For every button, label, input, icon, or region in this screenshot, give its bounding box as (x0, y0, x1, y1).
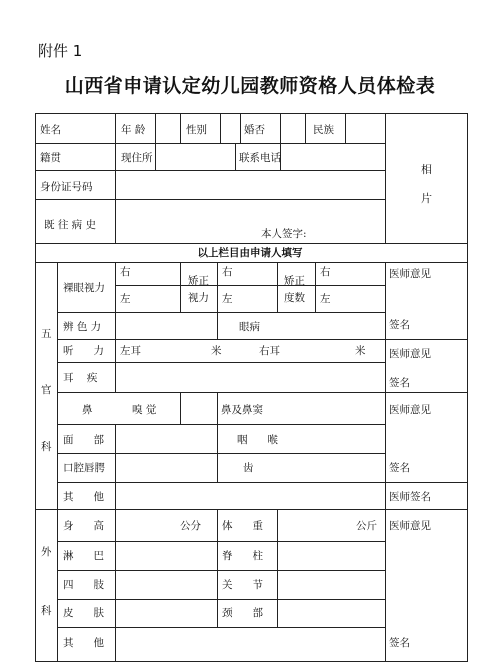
photo-label-1: 相 (421, 163, 432, 176)
form-title: 山西省申请认定幼儿园教师资格人员体检表 (64, 75, 436, 97)
sinus-label: 鼻及鼻窦 (221, 404, 263, 416)
skin-label: 皮 肤 (63, 607, 105, 619)
hearing-label: 听 力 (63, 345, 105, 357)
residence-label: 现住所 (121, 152, 153, 164)
native-place-label: 籍贯 (40, 152, 61, 164)
joints-label: 关 节 (222, 579, 264, 591)
naked-right-label: 右 (120, 266, 131, 278)
signature-label-2: 签名 (389, 377, 410, 389)
lymph-label: 淋 巴 (63, 550, 105, 562)
left-ear-unit: 米 (211, 345, 222, 357)
degree-left-label: 左 (320, 293, 331, 305)
five-senses-side-2: 官 (41, 384, 52, 396)
phone-label: 联系电话 (239, 152, 281, 164)
degree-right-label: 右 (320, 266, 331, 278)
ear-disease-label: 耳 疾 (63, 372, 98, 384)
five-senses-side-1: 五 (41, 328, 52, 340)
limbs-label: 四 肢 (63, 579, 105, 591)
name-label: 姓名 (40, 124, 61, 136)
height-label: 身 高 (63, 520, 105, 532)
eye-disease-label: 眼病 (239, 321, 260, 333)
right-ear-unit: 米 (355, 345, 366, 357)
color-vision-label: 辨 色 力 (63, 321, 102, 333)
applicant-note: 以上栏目由申请人填写 (197, 247, 303, 259)
height-unit: 公分 (180, 520, 201, 532)
corrected-degree-label-2: 度数 (284, 292, 305, 304)
surgery-side-2: 科 (41, 605, 52, 617)
age-label: 年 龄 (121, 124, 146, 136)
doctor-signature-label: 医师签名 (389, 491, 431, 503)
signature-label-3: 签名 (389, 462, 410, 474)
face-label: 面 部 (63, 434, 105, 446)
corrected-vision-label-1: 矫正 (188, 275, 209, 287)
corrected-degree-label-1: 矫正 (284, 275, 305, 287)
corrected-vision-label-2: 视力 (188, 292, 209, 304)
five-senses-side-3: 科 (41, 441, 52, 453)
smell-label: 嗅 觉 (132, 404, 157, 416)
signature-label-4: 签名 (389, 637, 410, 649)
five-senses-other-label: 其 他 (63, 491, 105, 503)
corrected-right-label: 右 (222, 266, 233, 278)
ethnicity-label: 民族 (313, 124, 334, 136)
oral-label: 口腔唇腭 (63, 462, 105, 474)
spine-label: 脊 柱 (222, 550, 264, 562)
doctor-opinion-label-4: 医师意见 (389, 520, 431, 532)
surgery-other-label: 其 他 (63, 637, 105, 649)
corrected-left-label: 左 (222, 293, 233, 305)
naked-left-label: 左 (120, 293, 131, 305)
surgery-side-1: 外 (41, 546, 52, 558)
naked-vision-label: 裸眼视力 (63, 282, 105, 294)
marital-label: 婚否 (244, 124, 265, 136)
photo-label-2: 片 (421, 192, 432, 205)
doctor-opinion-label-1: 医师意见 (389, 268, 431, 280)
doctor-opinion-label-3: 医师意见 (389, 404, 431, 416)
attachment-label: 附件 1 (38, 42, 83, 60)
throat-label: 咽 喉 (237, 434, 279, 446)
doctor-opinion-label-2: 医师意见 (389, 348, 431, 360)
weight-unit: 公斤 (356, 520, 377, 532)
id-number-label: 身份证号码 (40, 181, 93, 193)
neck-label: 颈 部 (222, 607, 264, 619)
right-ear-label: 右耳 (259, 345, 280, 357)
signature-label-1: 签名 (389, 319, 410, 331)
signature-label: 本人签字: (261, 228, 307, 240)
teeth-label: 齿 (243, 462, 254, 474)
gender-label: 性别 (186, 124, 207, 136)
history-label: 既 往 病 史 (44, 219, 97, 231)
left-ear-label: 左耳 (120, 345, 141, 357)
nose-label: 鼻 (82, 404, 93, 416)
weight-label: 体 重 (222, 520, 264, 532)
